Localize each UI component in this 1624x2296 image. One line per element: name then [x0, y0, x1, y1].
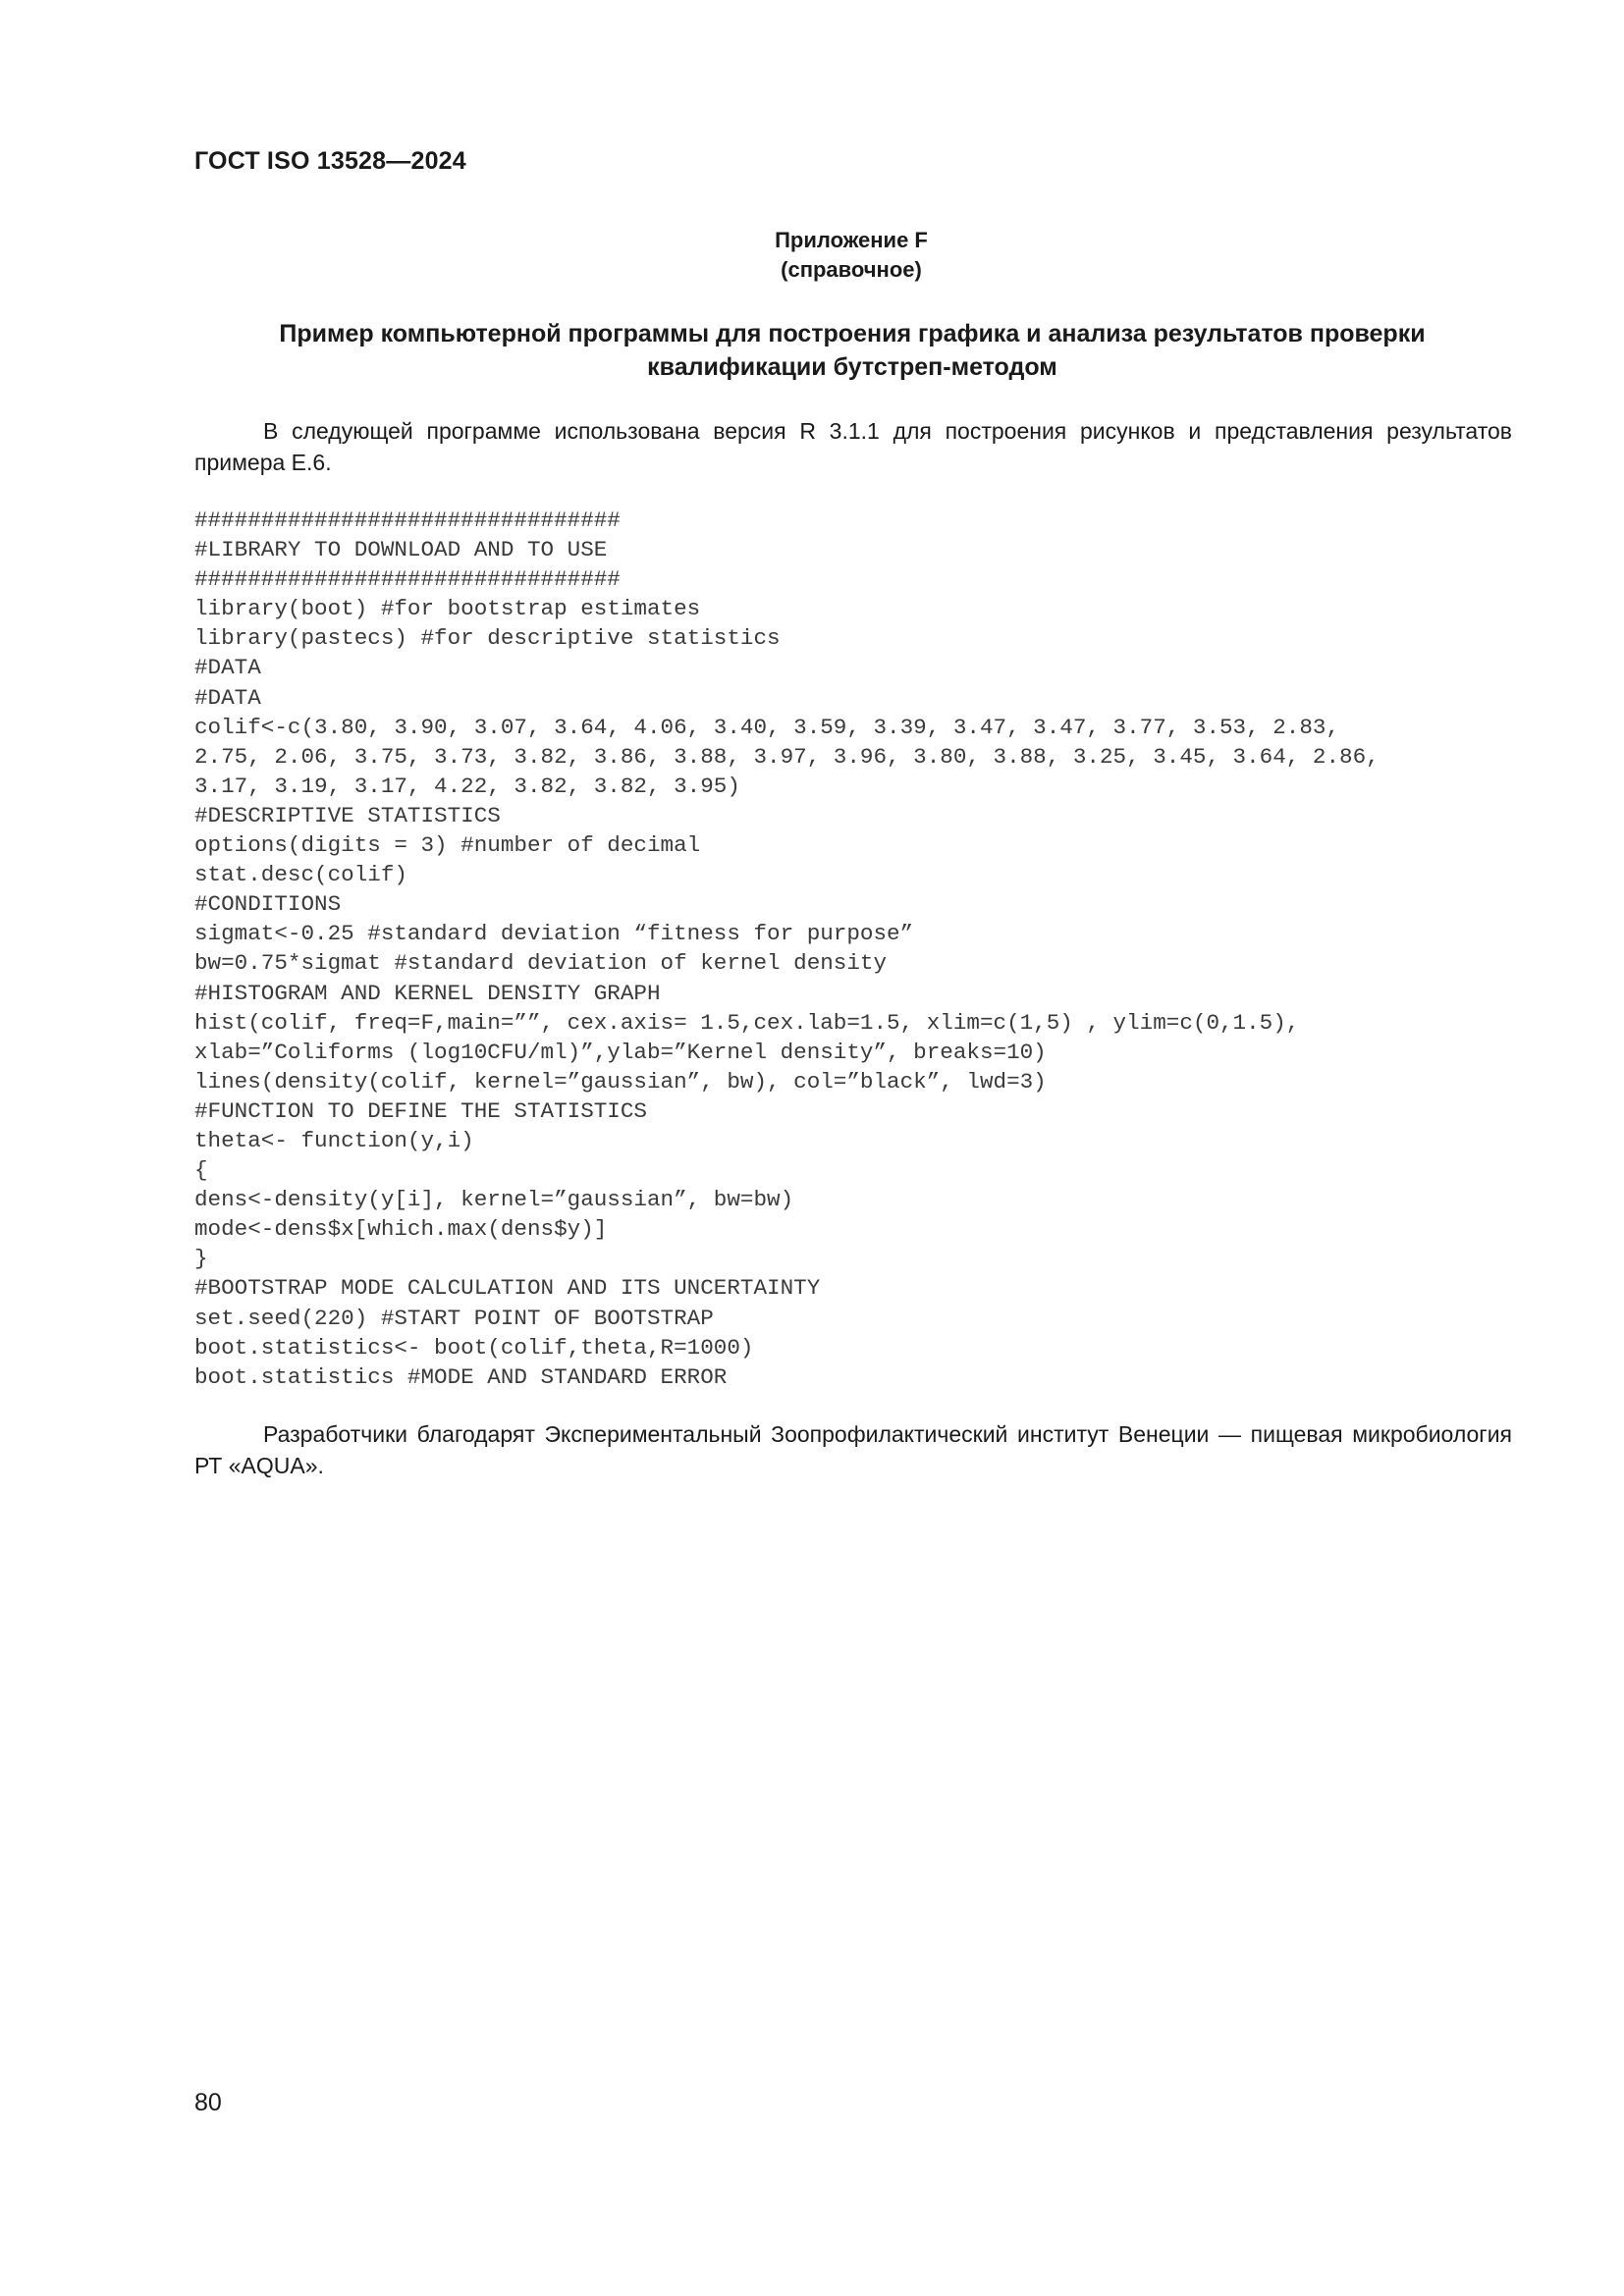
code-line: ################################ [194, 566, 621, 593]
acknowledgement-paragraph: Разработчики благодарят Экспериментальный Зоопрофилактический институт Венеции — пищевая микробиология РТ «AQUA». [194, 1421, 1512, 1478]
code-line: mode<-dens$x[which.max(dens$y)] [194, 1216, 608, 1243]
code-line: #FUNCTION TO DEFINE THE STATISTICS [194, 1097, 647, 1124]
code-line: theta<- function(y,i) [194, 1127, 474, 1153]
code-line: #DATA [194, 655, 261, 681]
code-line: colif<-c(3.80, 3.90, 3.07, 3.64, 4.06, 3.40, 3.59, 3.39, 3.47, 3.47, 3.77, 3.53, 2.83, [194, 714, 1340, 740]
code-line: boot.statistics<- boot(colif,theta,R=1000) [194, 1334, 754, 1361]
code-line: #LIBRARY TO DOWNLOAD AND TO USE [194, 537, 608, 563]
page-number: 80 [194, 2089, 222, 2116]
annex-heading [0, 226, 1624, 285]
r-code-listing [194, 506, 1520, 1392]
code-line: stat.desc(colif) [194, 862, 407, 888]
annex-type: (справочное) [781, 257, 922, 282]
annex-title [194, 317, 1510, 384]
code-line: library(pastecs) #for descriptive statistics [194, 625, 781, 652]
code-line: library(boot) #for bootstrap estimates [194, 596, 701, 622]
code-line: #HISTOGRAM AND KERNEL DENSITY GRAPH [194, 980, 661, 1006]
code-line: 3.17, 3.19, 3.17, 4.22, 3.82, 3.82, 3.95) [194, 773, 740, 799]
code-line: lines(density(colif, kernel=”gaussian”, bw), col=”black”, lwd=3) [194, 1068, 1047, 1095]
code-line: #BOOTSTRAP MODE CALCULATION AND ITS UNCERTAINTY [194, 1275, 821, 1302]
code-line: } [194, 1246, 208, 1272]
code-line: ################################ [194, 507, 621, 533]
annex-label: Приложение F [775, 228, 928, 252]
annex-title-line-1: Пример компьютерной программы для построения графика и анализа результатов проверки [279, 320, 1426, 347]
code-line: hist(colif, freq=F,main=””, cex.axis= 1.5,cex.lab=1.5, xlim=c(1,5) , ylim=c(0,1.5), [194, 1009, 1300, 1036]
code-line: 2.75, 2.06, 3.75, 3.73, 3.82, 3.86, 3.88, 3.97, 3.96, 3.80, 3.88, 3.25, 3.45, 3.64, 2.86, [194, 743, 1380, 770]
code-line: #DESCRIPTIVE STATISTICS [194, 802, 501, 828]
code-line: options(digits = 3) #number of decimal [194, 832, 701, 859]
standard-header: ГОСТ ISO 13528—2024 [194, 147, 466, 175]
code-line: bw=0.75*sigmat #standard deviation of kernel density [194, 950, 888, 977]
code-line: sigmat<-0.25 #standard deviation “fitness for purpose” [194, 921, 914, 947]
code-line: xlab=”Coliforms (log10CFU/ml)”,ylab=”Kernel density”, breaks=10) [194, 1039, 1047, 1065]
intro-paragraph: В следующей программе использована версия R 3.1.1 для построения рисунков и представления результатов примера E.6. [194, 418, 1512, 475]
code-line: set.seed(220) #START POINT OF BOOTSTRAP [194, 1305, 714, 1331]
code-line: dens<-density(y[i], kernel=”gaussian”, bw=bw) [194, 1187, 794, 1213]
code-line: { [194, 1157, 208, 1184]
code-line: boot.statistics #MODE AND STANDARD ERROR [194, 1363, 728, 1390]
annex-title-line-2: квалификации бутстреп-методом [647, 353, 1057, 381]
code-line: #CONDITIONS [194, 891, 342, 918]
code-line: #DATA [194, 684, 261, 711]
